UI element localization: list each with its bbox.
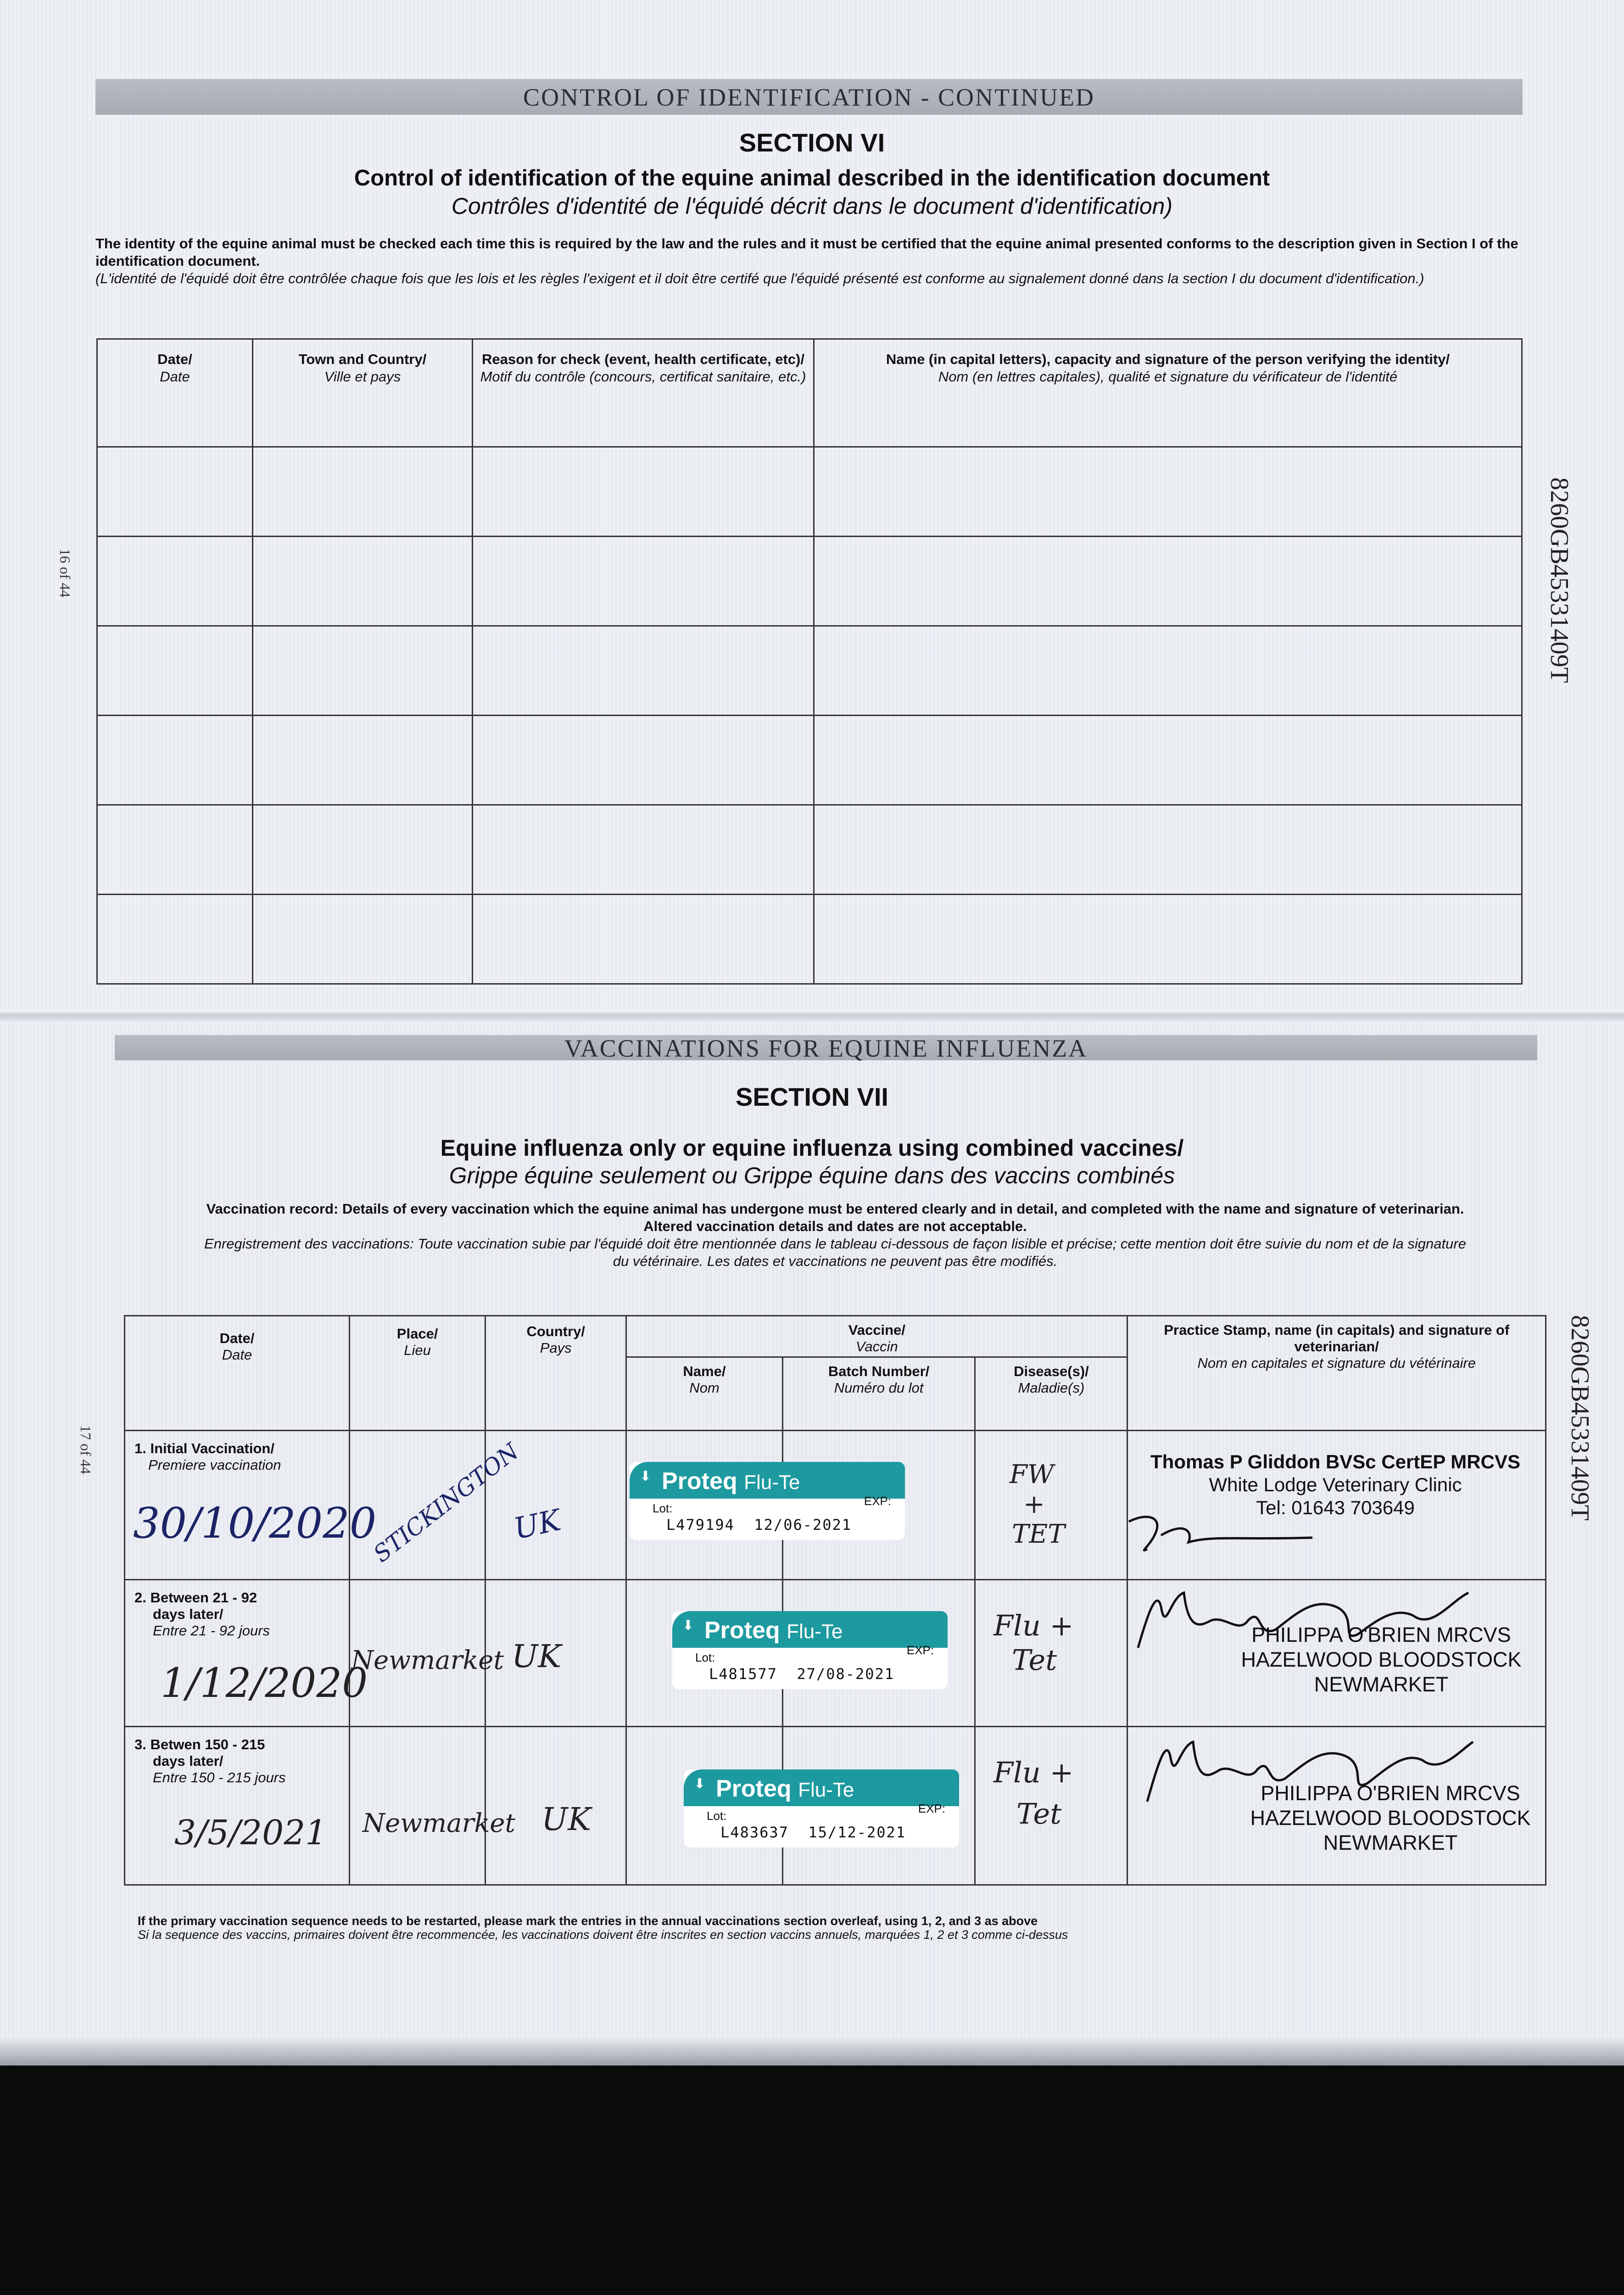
page-16 bbox=[0, 0, 1624, 1012]
sticker-brand: Proteq Flu-Te bbox=[704, 1617, 843, 1644]
row3-label: 3. Betwen 150 - 215 days later/ Entre 150 - 215 jours bbox=[125, 1727, 350, 1885]
row1-date: 30/10/2020 bbox=[133, 1499, 377, 1548]
footnote-fr: Si la sequence des vaccins, primaires doivent être recommencée, les vaccinations doivent être inscrites en section vaccins annuels, marquées 1, 2 et 3 comme ci-dessus bbox=[138, 1928, 1068, 1942]
section6-title-fr: Contrôles d'identité de l'équidé décrit dans le document d'identification) bbox=[451, 193, 1173, 219]
table-row bbox=[97, 805, 1522, 895]
col-vet: Practice Stamp, name (in capitals) and signature of veterinarian/ Nom en capitales et signature du vétérinaire bbox=[1127, 1316, 1546, 1431]
sticker-lot-value: L483637 15/12-2021 bbox=[720, 1824, 906, 1841]
table-row bbox=[97, 447, 1522, 537]
row3-date: 3/5/2021 bbox=[174, 1813, 327, 1853]
table-row bbox=[97, 716, 1522, 805]
page-number-17: 17 of 44 bbox=[78, 1425, 94, 1474]
section7-banner: VACCINATIONS FOR EQUINE INFLUENZA bbox=[115, 1035, 1537, 1060]
footnote-en: If the primary vaccination sequence needs to be restarted, please mark the entries in the annual vaccinations section overleaf, using 1, 2, and 3 as above bbox=[138, 1914, 1038, 1928]
section6-intro-en: The identity of the equine animal must be checked each time this is required by the law and the rules and it must be certified that the equine animal presented conforms to the description given in Section I of the identification document. bbox=[95, 235, 1518, 269]
passport-number-bottom: 8260GB45331409T bbox=[1566, 1315, 1594, 1521]
arrow-icon: ⬇ bbox=[682, 1618, 694, 1633]
vet-stamp-3: PHILIPPA O'BRIEN MRCVS HAZELWOOD BLOODSTOCK NEWMARKET bbox=[1250, 1781, 1531, 1854]
sticker-lot-label: Lot: bbox=[695, 1651, 715, 1664]
section7-record-fr: Enregistrement des vaccinations: Toute vaccination subie par l'équidé doit être mentionnée dans le tableau ci-dessous de façon lisible et précise; cette mention doit être suivie du nom et de la signature bbox=[204, 1236, 1466, 1252]
vaccine-sticker-1 bbox=[630, 1462, 905, 1540]
vaccine-sticker-2 bbox=[672, 1611, 948, 1689]
col-vaccine-name: Name/ Nom bbox=[626, 1357, 783, 1431]
col-town: Town and Country/ Ville et pays bbox=[253, 339, 473, 447]
page-number-16: 16 of 44 bbox=[57, 549, 73, 598]
sticker-brand: Proteq Flu-Te bbox=[662, 1468, 800, 1495]
col-vaccine: Vaccine/ Vaccin bbox=[626, 1316, 1127, 1357]
row1-disease-1: FW bbox=[1010, 1460, 1054, 1489]
sticker-exp-label: EXP: bbox=[918, 1802, 945, 1815]
signature-2 bbox=[1120, 1579, 1478, 1671]
section7-label: SECTION VII bbox=[736, 1082, 888, 1111]
signature-1 bbox=[1120, 1503, 1322, 1558]
section6-label: SECTION VI bbox=[739, 128, 885, 157]
table-row bbox=[97, 895, 1522, 984]
vet-stamp-1: Thomas P Gliddon BVSc CertEP MRCVS White Lodge Veterinary Clinic Tel: 01643 703649 bbox=[1150, 1451, 1520, 1518]
row1-disease-3: TET bbox=[1012, 1519, 1065, 1549]
col-disease: Disease(s)/ Maladie(s) bbox=[975, 1357, 1127, 1431]
section7-footnote bbox=[138, 1914, 1514, 1942]
passport-number-top: 8260GB45331409T bbox=[1545, 477, 1574, 683]
arrow-icon: ⬇ bbox=[640, 1469, 652, 1484]
col-batch: Batch Number/ Numéro du lot bbox=[782, 1357, 975, 1431]
arrow-icon: ⬇ bbox=[694, 1776, 706, 1791]
row1-country: UK bbox=[511, 1503, 564, 1546]
section7-record bbox=[128, 1200, 1542, 1270]
row1-place: STICKINGTON bbox=[368, 1438, 524, 1568]
row2-disease-1: Flu + bbox=[993, 1609, 1074, 1642]
sticker-lot-value: L479194 12/06-2021 bbox=[666, 1516, 852, 1534]
row3-disease-2: Tet bbox=[1016, 1797, 1062, 1830]
section7-record-en2: Altered vaccination details and dates are not acceptable. bbox=[643, 1218, 1027, 1234]
page-17 bbox=[0, 1021, 1624, 2045]
section7-title-en: Equine influenza only or equine influenza using combined vaccines/ bbox=[440, 1135, 1184, 1161]
vaccine-sticker-3 bbox=[684, 1769, 959, 1847]
section6-intro bbox=[95, 235, 1523, 287]
sticker-lot-label: Lot: bbox=[707, 1809, 727, 1823]
vet-stamp-2: PHILIPPA O'BRIEN MRCVS HAZELWOOD BLOODSTOCK NEWMARKET bbox=[1241, 1623, 1522, 1696]
section7-record-en: Vaccination record: Details of every vaccination which the equine animal has undergone must be entered clearly and in detail, and completed with the name and signature of veterinarian. bbox=[206, 1201, 1464, 1217]
row3-place: Newmarket bbox=[363, 1808, 515, 1838]
row2-label: 2. Between 21 - 92 days later/ Entre 21 - 92 jours bbox=[125, 1580, 350, 1727]
sticker-brand: Proteq Flu-Te bbox=[716, 1775, 854, 1802]
table-row bbox=[97, 537, 1522, 626]
sticker-exp-label: EXP: bbox=[864, 1494, 891, 1508]
col-date: Date/ Date bbox=[125, 1316, 350, 1431]
section6-banner: CONTROL OF IDENTIFICATION - CONTINUED bbox=[95, 79, 1523, 115]
col-verifier: Name (in capital letters), capacity and signature of the person verifying the identity/ Nom (en lettres capitales), qualité et signature du vérificateur de l'identité bbox=[814, 339, 1522, 447]
sticker-lot-value: L481577 27/08-2021 bbox=[709, 1665, 895, 1683]
row2-disease-2: Tet bbox=[1012, 1643, 1057, 1677]
col-date: Date/ Date bbox=[97, 339, 253, 447]
section7-title-fr: Grippe équine seulement ou Grippe équine dans des vaccins combinés bbox=[449, 1163, 1175, 1188]
signature-3 bbox=[1129, 1724, 1478, 1815]
row1-disease-2: + bbox=[1023, 1489, 1045, 1519]
row1-label: 1. Initial Vaccination/ Premiere vaccination bbox=[125, 1431, 350, 1580]
row2-place: Newmarket bbox=[351, 1646, 504, 1675]
row2-country: UK bbox=[512, 1639, 562, 1675]
col-country: Country/ Pays bbox=[486, 1316, 626, 1431]
book-edge bbox=[0, 2038, 1624, 2066]
row3-disease-1: Flu + bbox=[993, 1756, 1074, 1789]
table-row bbox=[97, 626, 1522, 716]
col-place: Place/ Lieu bbox=[349, 1316, 485, 1431]
row2-date: 1/12/2020 bbox=[161, 1659, 368, 1707]
section6-title-en: Control of identification of the equine animal described in the identification document bbox=[354, 166, 1270, 190]
sticker-lot-label: Lot: bbox=[653, 1501, 673, 1515]
identity-check-table bbox=[96, 338, 1523, 985]
section7-record-fr2: du vétérinaire. Les dates et vaccinations ne peuvent pas être modifiés. bbox=[613, 1253, 1058, 1269]
col-reason: Reason for check (event, health certificate, etc)/ Motif du contrôle (concours, certificat sanitaire, etc.) bbox=[473, 339, 814, 447]
section6-intro-fr: (L'identité de l'équidé doit être contrôlée chaque fois que les lois et les règles l'exigent et il doit être certifé que l'équidé présenté est conforme au signalement donné dans la section I du document d'identification.) bbox=[95, 270, 1424, 286]
row3-country: UK bbox=[541, 1802, 592, 1838]
sticker-exp-label: EXP: bbox=[906, 1643, 934, 1657]
